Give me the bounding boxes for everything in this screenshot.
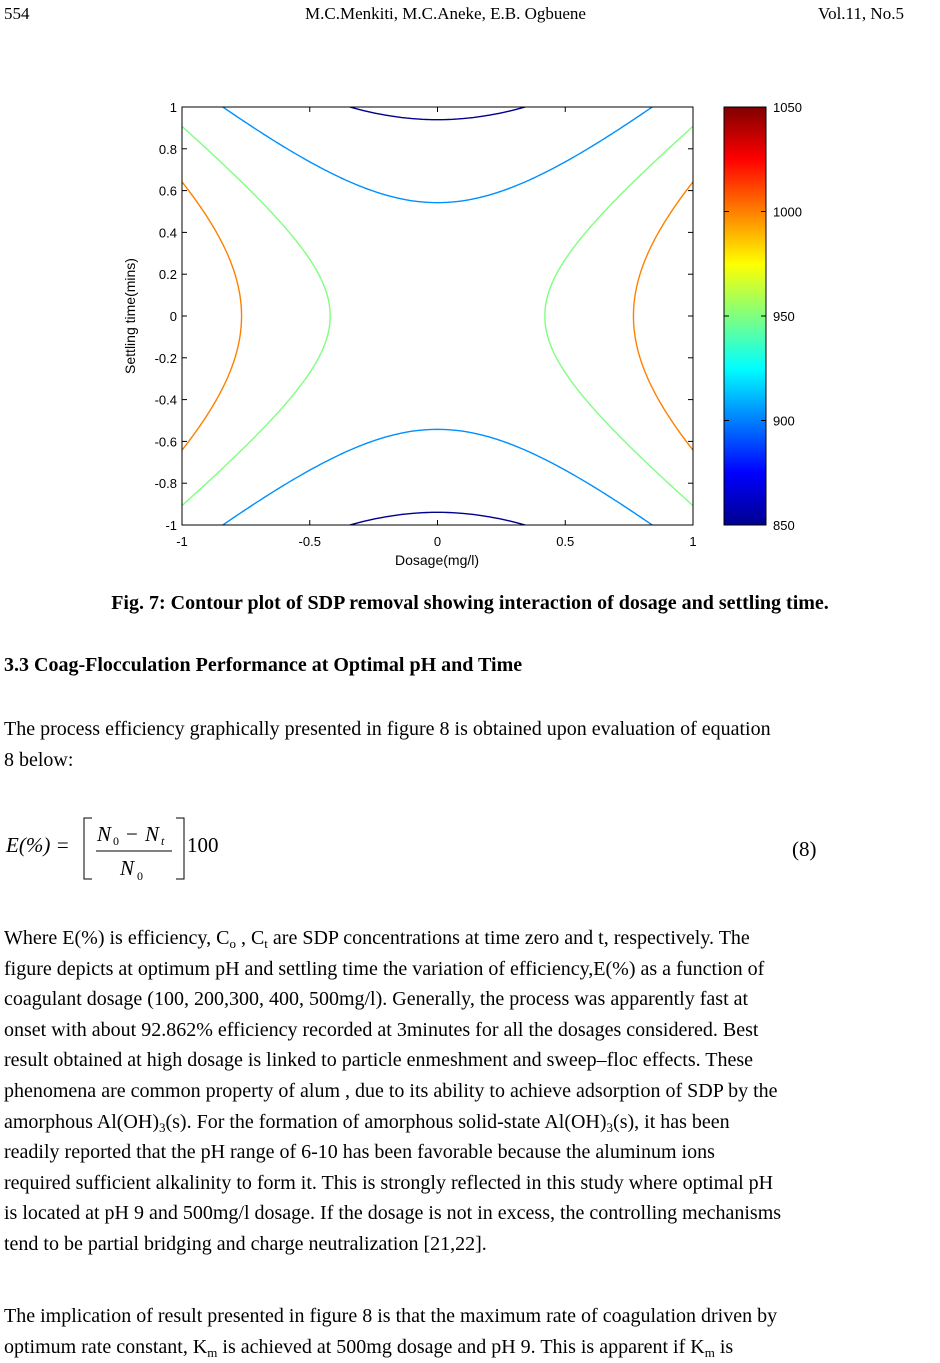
y-tick-label: 0.2 [158, 267, 177, 283]
para-line: readily reported that the pH range of 6-10 has been favorable because the aluminum ions [4, 1141, 715, 1164]
plot-frame [182, 107, 693, 525]
y-tick-label: 1 [169, 100, 177, 115]
colorbar-tick-label: 850 [773, 518, 795, 533]
x-tick-label: -1 [176, 534, 188, 549]
x-axis-ticks [176, 107, 696, 549]
intro-line: The process efficiency graphically presented in figure 8 is obtained upon evaluation of equation [4, 718, 771, 740]
contour-figure [0, 0, 940, 580]
contour-line-925 [223, 107, 652, 525]
x-tick-label: 0.5 [556, 534, 575, 549]
x-axis-label: Dosage(mg/l) [394, 552, 480, 568]
contour-lines [182, 107, 693, 525]
eq-minus: − [126, 822, 138, 846]
y-tick-label: -0.2 [154, 350, 177, 366]
para-line: tend to be partial bridging and charge neutralization [21,22]. [4, 1232, 487, 1255]
colorbar-tick-label: 950 [773, 309, 795, 324]
x-tick-label: 0 [433, 534, 442, 549]
para-line: amorphous $Al(OH)_3(s)$. For the formation of amorphous solid-state $Al(OH)_3(s)$, it has been [4, 1110, 730, 1135]
eq-denominator: N [120, 856, 135, 880]
para-line: The implication of result presented in figure 8 is that the maximum rate of coagulation driven by [4, 1305, 778, 1327]
page-number: 554 [4, 4, 30, 23]
equation-formula [0, 805, 260, 885]
eq-n0: N [97, 822, 112, 846]
para-line: is located at pH 9 and 500mg/l dosage. If the dosage is not in excess, the controlling mechanisms [4, 1202, 782, 1225]
intro-line: 8 below: [4, 748, 74, 771]
y-tick-label: -0.4 [154, 392, 177, 408]
y-axis-label: Settling time(mins) [122, 258, 138, 374]
para-line: onset with about 92.862% efficiency recorded at 3minutes for all the dosages considered. Best [4, 1018, 759, 1041]
header-authors: M.C.Menkiti, M.C.Aneke, E.B. Ogbuene [305, 4, 586, 23]
figure-caption: Fig. 7: Contour plot of SDP removal showing interaction of dosage and settling time. [111, 592, 829, 614]
y-tick-label: 0.4 [158, 225, 177, 241]
y-tick-label: 0 [169, 309, 177, 324]
para-line: figure depicts at optimum pH and settling time the variation of efficiency,E(%) as a function of [4, 957, 765, 980]
eq-sub0: 0 [113, 834, 119, 848]
colorbar-tick-label: 1000 [773, 204, 802, 220]
section-heading: 3.3 Coag-Flocculation Performance at Optimal pH and Time [4, 654, 523, 676]
results-paragraph [4, 923, 936, 1260]
eq-lhs: E(%) = [6, 833, 70, 857]
equation-number: (8) [792, 837, 817, 861]
colorbar-tick-label: 900 [773, 413, 795, 429]
eq-sub0b: 0 [137, 869, 143, 883]
y-tick-label: 0.6 [158, 183, 177, 199]
equation-8 [0, 805, 940, 885]
contour-line-875 [350, 107, 525, 525]
y-tick-label: -0.6 [154, 434, 177, 450]
para-line: required sufficient alkalinity to form it. This is strongly reflected in this study where optimal pH [4, 1171, 774, 1194]
header-volume: Vol.11, No.5 [818, 4, 904, 23]
x-tick-label: -0.5 [298, 534, 321, 549]
x-tick-label: 1 [689, 534, 697, 549]
para-line: coagulant dosage (100, 200,300, 400, 500mg/l). Generally, the process was apparently fast at [4, 988, 749, 1011]
contour-line-1000 [182, 182, 693, 450]
eq-subt: t [161, 834, 165, 848]
para-line: phenomena are common property of alum , due to its ability to achieve adsorption of SDP by the [4, 1079, 778, 1102]
colorbar-tick-label: 1050 [773, 100, 802, 115]
y-tick-label: -0.8 [154, 476, 177, 492]
para-line: Where E(%) is efficiency, $C_o$ , $C_t$ are SDP concentrations at time zero and t, respectively. The [4, 927, 750, 951]
eq-factor: 100 [187, 833, 219, 857]
implication-paragraph [4, 1301, 936, 1362]
y-tick-label: -1 [165, 518, 177, 533]
y-tick-label: 0.8 [158, 141, 177, 157]
y-axis-ticks [155, 100, 693, 533]
para-line: result obtained at high dosage is linked to particle enmeshment and sweep–floc effects. These [4, 1049, 754, 1072]
para-line: optimum rate constant, $K_m$ is achieved at 500mg dosage and pH 9. This is apparent if $K_m$ is [4, 1335, 734, 1360]
intro-paragraph [4, 714, 936, 775]
contour-line-965 [182, 126, 693, 505]
colorbar [724, 107, 766, 525]
eq-nt: N [145, 822, 160, 846]
